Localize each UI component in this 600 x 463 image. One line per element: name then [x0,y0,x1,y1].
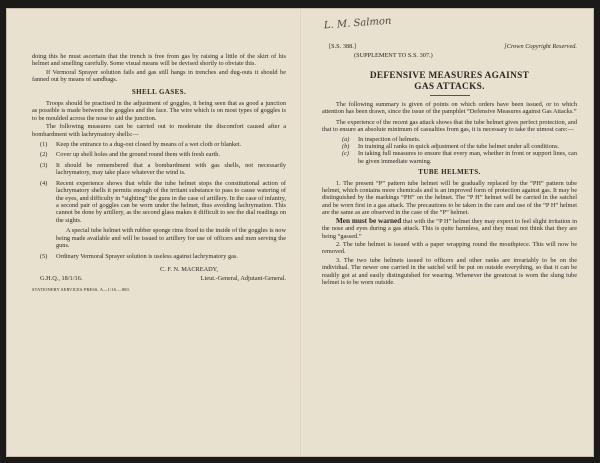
list-item-text: In taking full measures to ensure that every man, whether in front or support lines, can be given immediate warning. [358,150,577,165]
list-item-text: Cover up shell holes and the ground round them with fresh earth. [56,151,221,159]
handwritten-signature: L. M. Salmon [323,15,392,32]
list-item-number: (3) [40,161,48,169]
page-fold [300,8,302,457]
summary-paragraph: The following summary is given of points on which orders have been issued, or to which attention has been drawn, since the issue of the pamphlet “Defensive Measures against Gas Attacks.” [322,101,577,116]
list-item [32,180,286,224]
measures-list [32,141,286,224]
list-item-number: (2) [40,151,48,159]
list-item [334,136,577,143]
tube-paragraph-1: 1. The present “P” pattern tube helmet will be gradually replaced by the “PH” pattern tube helmet, which contains more chemicals and is an improved form of protection against gas. It may be distinguished by the markings “PH” on the helmet. The “P H” helmet will be carried in the satchel and be worn first in a gas attack. The precautions to be taken in the care and use of the “P H” helmet are the same as are observed in the case of the “P” helmet. [322,179,577,217]
intro-paragraph-2: If Vermoral Sprayer solution fails and gas still hangs in trenches and dug-outs it should be fanned out by means of sandbags. [32,68,286,84]
tube-paragraph-3: 2. The tube helmet is issued with a paper wrapping round the mouthpiece. This will now be removed. [322,240,577,256]
list-item-text: In training all ranks in quick adjustment of the tube helmet under all conditions. [358,143,560,151]
shell-paragraph-1: Troops should be practised in the adjustment of goggles, it being seen that as good a junction as possible is made between the goggles and the face. The wire which is on most types of goggles is to be moulded across the nose to aid the junction. [32,100,286,122]
document-reference: [S.S. 388.] [329,43,356,50]
list-item-number: (5) [40,253,48,261]
signer-name: C. F. N. MACREADY, [160,265,218,273]
issue-location-date: G.H.Q., 18/1/16. [40,275,83,283]
warning-text: that with the “P H” helmet they may expect to feel slight irritation in the nose and eyes during a gas attack. This is quite harmless, and they must not think that they are being “gassed.” [322,217,577,240]
intro-paragraph-1: doing this he must ascertain that the trench is free from gas by raising a little of the skirt of his helmet and smelling carefully. Some visual means will be devised shortly to obviate this. [32,53,286,68]
list-item-number: (1) [40,141,48,149]
tube-paragraph-4: 3. The two tube helmets issued to officers and other ranks are invariably to be on the individual. The newer one carried in the satchel will be put on outside everything, so that it can be readily got at and easily distinguished for wearing. Whenever the greatcoat is worn the slung tube helmet is to be worn outside. [322,256,577,286]
list-item-text: Ordinary Vermoral Sprayer solution is useless against lachrymatory gas. [56,253,238,261]
list-item-letter: (c) [342,150,349,158]
list-item-letter: (a) [342,135,350,143]
right-page [322,8,577,457]
list-item-text: In inspection of helmets. [358,135,421,143]
list-item [32,253,286,260]
list-item [32,162,286,177]
signature-block [32,275,286,282]
supplement-reference: (SUPPLEMENT TO S.S. 307.) [354,52,433,59]
tube-helmets-heading: TUBE HELMETS. [418,168,481,177]
experience-paragraph: The experience of the recent gas attack shows that the tube helmet gives perfect protection, and that to ensure an absolute minimum of casualties from gas, it is necessary to take the utmost care:— [322,118,577,134]
special-helmet-paragraph: A special tube helmet with rubber sponge rims fixed to the inside of the goggles is now being made available and will be issued to artillery for use of officers and men serving the guns. [56,227,286,249]
list-item [32,141,286,148]
tube-paragraph-2 [322,218,577,240]
left-page [32,8,286,457]
document-title: DEFENSIVE MEASURES AGAINST [369,71,530,81]
list-item-text: Keep the entrance to a dug-out closed by means of a wet cloth or blanket. [56,141,242,149]
printer-imprint: STATIONERY SERVICES PRESS, A—1/16.—800. [32,286,131,292]
list-item-text: Recent experience shows that while the tube helmet stops the constitutional action of lachrymatory shells it permits enough of the irritant substance to pass to cause watering of the eyes, and difficulty in “sighting” the guns in the case of artillery. In the case of infantry, a second pair of goggles can be worn under the helmet, thus avoiding lachrymation. This cannot be done by artillery, as the second glass makes it difficult to see the dial readings on the sights. [56,179,286,224]
document-title-line-2: GAS ATTACKS. [414,82,485,92]
signer-rank: Lieut.-General, Adjutant-General. [200,275,286,283]
copyright-notice: [Crown Copyright Reserved. [504,43,577,50]
title-rule [430,95,470,96]
document-sheet [6,8,594,457]
shell-gases-heading: SHELL GASES. [131,87,187,96]
header-block [322,8,577,62]
shell-paragraph-2: The following measures can be carried out to moderate the discomfort caused after a bombardment with lachrymatory shells:— [32,123,286,138]
list-item-text: It should be remembered that a bombardment with gas shells, not necessarily lachrymatory, may take place whatever the wind is. [56,161,286,177]
list-item-number: (4) [40,179,48,187]
warning-emphasis: Men must be warned [336,216,402,225]
list-item-letter: (b) [342,143,350,151]
list-item [334,150,577,165]
care-list [322,136,577,166]
list-item [334,143,577,150]
list-item [32,151,286,158]
